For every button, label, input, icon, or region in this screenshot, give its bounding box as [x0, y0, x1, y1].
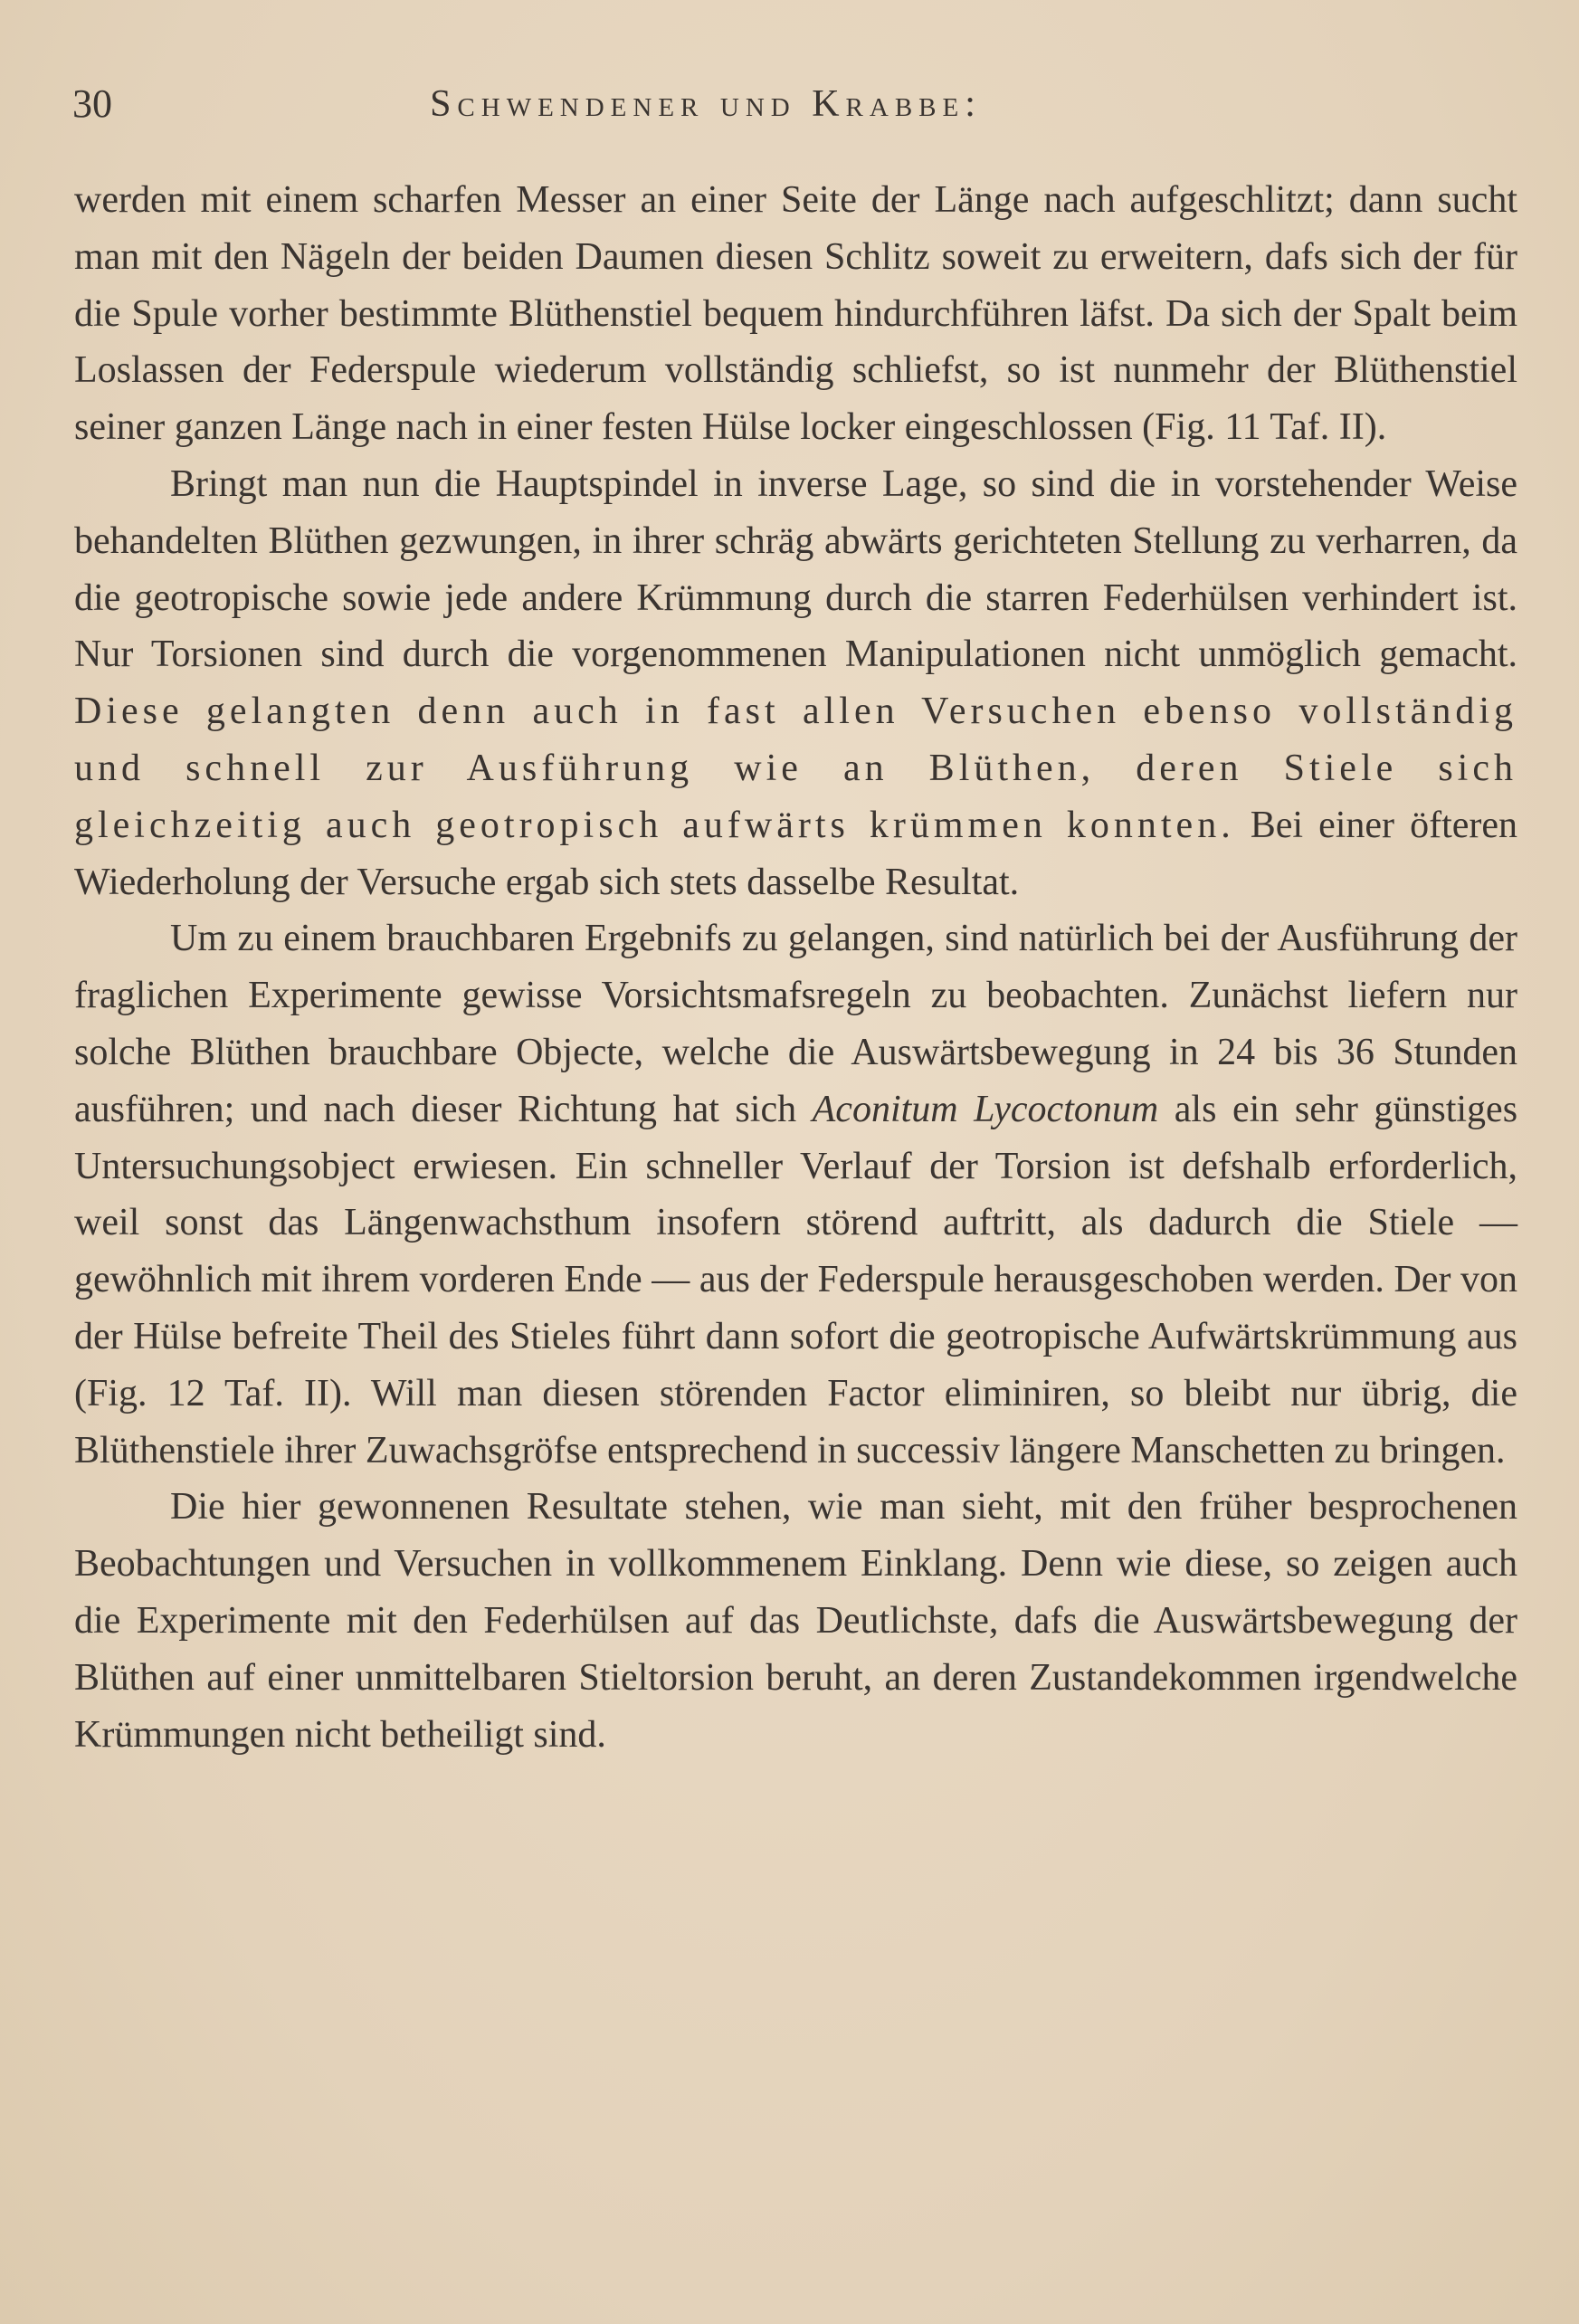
- running-title: Schwendener und Krabbe:: [430, 83, 982, 125]
- paragraph-1: [74, 172, 1517, 456]
- paragraph-4: [74, 1479, 1517, 1763]
- paragraph-3-text-before: Um zu einem brauchbaren Ergebnifs zu gelangen, sind natürlich bei der Ausführung der fraglichen Experimente gewisse Vorsichtsmafsregeln zu beobachten. Zunächst liefern nur solche Blüthen brauchbare Objecte, welche die Auswärtsbewegung in 24 bis 36 Stunden ausführen; und nach dieser Richtung hat sich: [74, 918, 1517, 1130]
- paragraph-3: [74, 910, 1517, 1479]
- paragraph-1-text: werden mit einem scharfen Messer an einer Seite der Länge nach aufgeschlitzt; dann sucht man mit den Nägeln der beiden Daumen diesen Schlitz soweit zu erweitern, dafs sich der für die Spule vorher bestimmte Blüthenstiel bequem hindurchführen läfst. Da sich der Spalt beim Loslassen der Federspule wiederum vollständig schliefst, so ist nunmehr der Blüthenstiel seiner ganzen Länge nach in einer festen Hülse locker eingeschlossen (Fig. 11 Taf. II).: [74, 179, 1517, 449]
- paragraph-2: [74, 456, 1517, 910]
- running-head: [72, 77, 1520, 131]
- paragraph-3-text-after: als ein sehr günstiges Untersuchungsobject erwiesen. Ein schneller Verlauf der Torsion ist defshalb erforderlich, weil sonst das Längenwachsthum insofern störend auftritt, als dadurch die Stiele — gewöhnlich mit ihrem vorderen Ende — aus der Federspule herausgeschoben werden. Der von der Hülse befreite Theil des Stieles führt dann sofort die geotropische Aufwärtskrümmung aus (Fig. 12 Taf. II). Will man diesen störenden Factor eliminiren, so bleibt nur übrig, die Blüthenstiele ihrer Zuwachsgröfse entsprechend in successiv längere Manschetten zu bringen.: [74, 1088, 1518, 1472]
- page-number: 30: [72, 81, 112, 126]
- paragraph-2-text-before: Bringt man nun die Hauptspindel in inverse Lage, so sind die in vorstehender Weise behandelten Blüthen gezwungen, in ihrer schräg abwärts gerichteten Stellung zu verharren, da die geotropische sowie jede andere Krümmung durch die starren Federhülsen verhindert ist. Nur Torsionen sind durch die vorgenommenen Manipulationen nicht unmöglich gemacht.: [74, 462, 1517, 676]
- paragraph-2-spaced-emphasis: Diese gelangten denn auch in fast allen Versuchen ebenso vollständig und schnell zur Ausführung wie an Blüthen, deren Stiele sich gleichzeitig auch geotropisch aufwärts krümmen konnten.: [74, 691, 1517, 846]
- paragraph-2-text-after: Bei einer öfteren Wiederholung der Versuche ergab sich stets dasselbe Resultat.: [74, 804, 1518, 903]
- body-text: [74, 172, 1517, 1763]
- paragraph-4-text: Die hier gewonnenen Resultate stehen, wie man sieht, mit den früher besprochenen Beobachtungen und Versuchen in vollkommenem Einklang. Denn wie diese, so zeigen auch die Experimente mit den Federhülsen auf das Deutlichste, dafs die Auswärtsbewegung der Blüthen auf einer unmittelbaren Stieltorsion beruht, an deren Zustandekommen irgendwelche Krümmungen nicht betheiligt sind.: [74, 1486, 1517, 1756]
- species-name: Aconitum Lycoctonum: [812, 1088, 1159, 1130]
